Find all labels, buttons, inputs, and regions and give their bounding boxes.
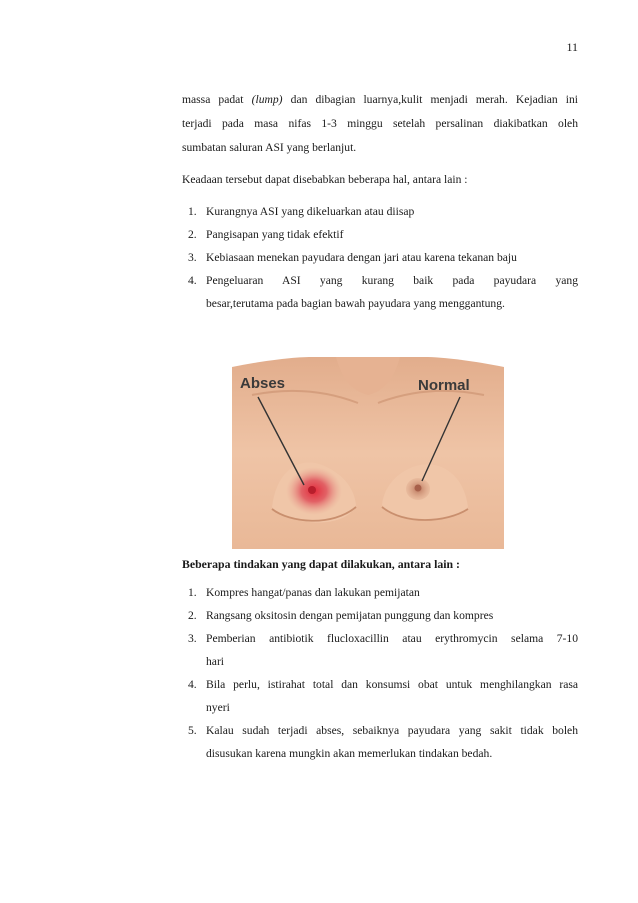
breast-illustration [232, 357, 504, 549]
label-normal: Normal [418, 377, 470, 394]
abscess-nipple [308, 486, 316, 494]
list-text: besar,terutama pada bagian bawah payudara yang menggantung. [206, 297, 505, 310]
list-text: Pemberian antibiotik flucloxacillin atau erythromycin selama 7-10 [206, 632, 578, 645]
actions-list [182, 581, 578, 765]
list-text: Bila perlu, istirahat total dan konsumsi obat untuk menghilangkan rasa [206, 678, 578, 691]
list-number: 2. [188, 609, 197, 622]
intro-text: dan dibagian luarnya,kulit menjadi merah. Kejadian ini [290, 93, 579, 106]
list-text: Pengeluaran ASI yang kurang baik pada payudara yang [206, 274, 578, 287]
intro-italic-term: (lump) [251, 93, 283, 106]
list-text: disusukan karena mungkin akan memerlukan tindakan bedah. [206, 747, 493, 760]
list-item [182, 269, 578, 315]
list-text: Pangisapan yang tidak efektif [206, 228, 344, 241]
intro-text: massa padat [182, 93, 244, 106]
list-text: hari [206, 655, 225, 668]
normal-nipple [415, 485, 422, 492]
causes-list [182, 200, 578, 315]
intro-line-1 [182, 88, 578, 112]
list-text: Kalau sudah terjadi abses, sebaiknya payudara yang sakit tidak boleh [206, 724, 578, 737]
list-number: 1. [188, 586, 197, 599]
page-number: 11 [566, 40, 578, 54]
intro-line-2: terjadi pada masa nifas 1-3 minggu setelah persalinan diakibatkan oleh [182, 117, 578, 130]
list-number: 2. [188, 228, 197, 241]
intro-line-3: sumbatan saluran ASI yang berlanjut. [182, 141, 357, 154]
list-item [182, 673, 578, 719]
list-text: nyeri [206, 701, 230, 714]
list-item [182, 627, 578, 673]
list-number: 4. [188, 678, 197, 691]
actions-heading: Beberapa tindakan yang dapat dilakukan, antara lain : [182, 557, 460, 571]
list-item [182, 604, 578, 627]
causes-lead: Keadaan tersebut dapat disebabkan beberapa hal, antara lain : [182, 173, 468, 186]
list-number: 3. [188, 632, 197, 645]
list-text: Kebiasaan menekan payudara dengan jari atau karena tekanan baju [206, 251, 517, 264]
list-item [182, 719, 578, 765]
list-item [182, 581, 578, 604]
list-item [182, 223, 578, 246]
list-text: Kompres hangat/panas dan lakukan pemijatan [206, 586, 420, 599]
list-text: Kurangnya ASI yang dikeluarkan atau diisap [206, 205, 415, 218]
intro-section [182, 88, 578, 315]
list-number: 3. [188, 251, 197, 264]
breast-illustration-svg [232, 357, 504, 549]
list-text: Rangsang oksitosin dengan pemijatan punggung dan kompres [206, 609, 494, 622]
list-number: 4. [188, 274, 197, 287]
list-item [182, 246, 578, 269]
label-abses: Abses [240, 375, 286, 392]
list-number: 5. [188, 724, 197, 737]
list-item [182, 200, 578, 223]
list-number: 1. [188, 205, 197, 218]
intro-paragraph [182, 88, 578, 160]
